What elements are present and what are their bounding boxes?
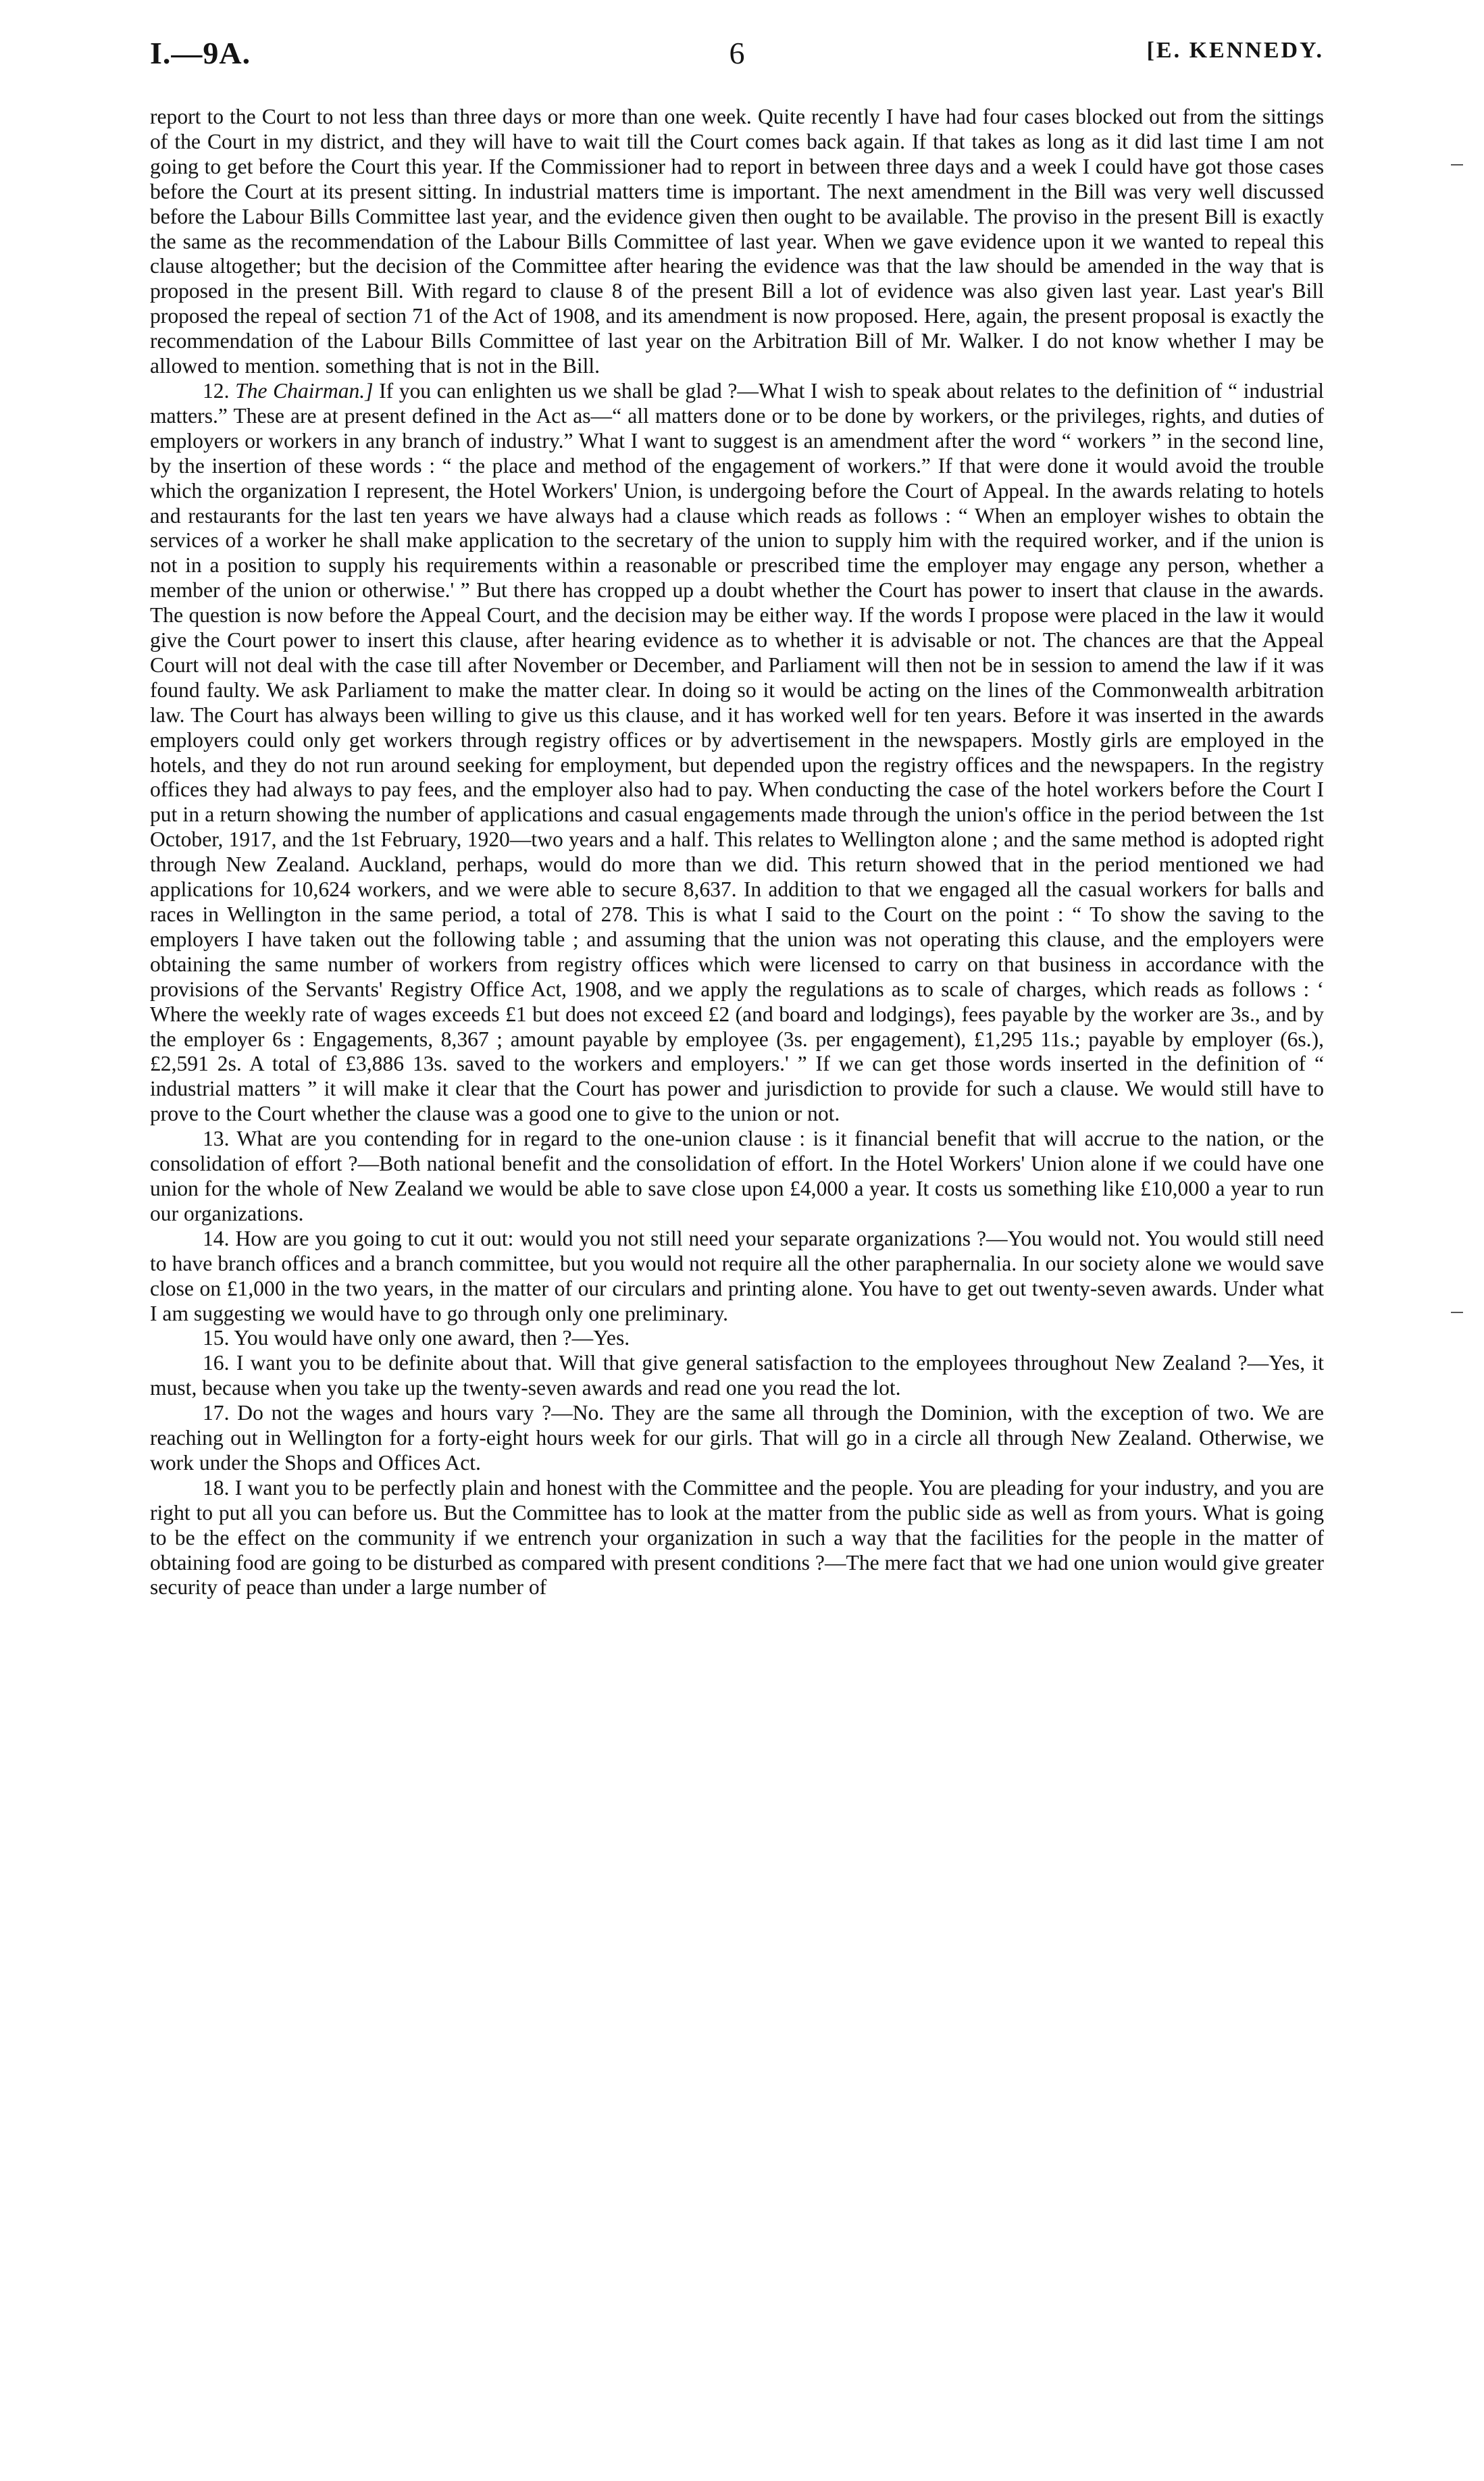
paragraph-continuation bbox=[150, 105, 1324, 379]
paragraph-q17 bbox=[150, 1401, 1324, 1476]
paragraph-text: What are you contending for in regard to the one-union clause : is it financial benefit that will accrue to the nation, or the consolidation of effort ?—Both national benefit and the consolidation of effort. In the Hotel Workers' Union alone if we could have one union for the whole of New Zealand we would be able to save close upon £4,000 a year. It costs us something like £10,000 a year to run our organizations. bbox=[150, 1127, 1324, 1225]
question-number: 17. bbox=[203, 1401, 230, 1425]
page-number: 6 bbox=[729, 36, 745, 70]
margin-mark bbox=[1451, 164, 1463, 165]
question-number: 12. bbox=[203, 378, 230, 403]
paragraph-q12 bbox=[150, 379, 1324, 1127]
question-number: 13. bbox=[203, 1127, 230, 1151]
question-number: 14. bbox=[203, 1226, 230, 1250]
paragraph-text: How are you going to cut it out: would you not still need your separate organizations ?—You would not. You would still need to have branch offices and a branch committee, but you would not require all the other paraphernalia. In our society alone we would save close on £1,000 in the two years, in the matter of our circulars and printing alone. You have to get out twenty-seven awards. Under what I am suggesting we would have to go through only one preliminary. bbox=[150, 1226, 1324, 1325]
paragraph-q18 bbox=[150, 1476, 1324, 1601]
speaker-label: The Chairman.] bbox=[235, 378, 374, 403]
page-header bbox=[150, 35, 1324, 76]
question-number: 15. bbox=[203, 1326, 230, 1350]
question-number: 16. bbox=[203, 1351, 230, 1375]
paragraph-text: Do not the wages and hours vary ?—No. They are the same all through the Dominion, with the exception of two. We are reaching out in Wellington for a forty-eight hours week for our girls. That will go in a circle all through New Zealand. Otherwise, we work under the Shops and Offices Act. bbox=[150, 1401, 1324, 1475]
margin-mark bbox=[1451, 1312, 1463, 1313]
paragraph-text: I want you to be perfectly plain and honest with the Committee and the people. You are pleading for your industry, and you are right to put all you can before us. But the Committee has to look at the matter from the public side as well as from yours. What is going to be the effect on the community if we entrench your organization in such a way that the facilities for the people in the matter of obtaining food are going to be disturbed as compared with present conditions ?—The mere fact that we had one union would give greater security of peace than under a large number of bbox=[150, 1475, 1324, 1600]
paragraph-text: I want you to be definite about that. Will that give general satisfaction to the employees throughout New Zealand ?—Yes, it must, because when you take up the twenty-seven awards and read one you read the lot. bbox=[150, 1351, 1324, 1400]
paragraph-q13 bbox=[150, 1127, 1324, 1227]
paragraph-text: report to the Court to not less than three days or more than one week. Quite recently I have had four cases blocked out from the sittings of the Court in my district, and they will have to wait till the Court comes back again. If that takes as long as it did last time I am not going to get before the Court this year. If the Commissioner had to report in between three days and a week I could have got those cases before the Court at its present sitting. In industrial matters time is important. The next amendment in the Bill was very well discussed before the Labour Bills Committee last year, and the evidence given then ought to be available. The proviso in the present Bill is exactly the same as the recommendation of the Labour Bills Committee of last year. When we gave evidence upon it we wanted to repeal this clause altogether; but the decision of the Committee after hearing the evidence was that the law should be amended in the way that is proposed in the present Bill. With regard to clause 8 of the present Bill a lot of evidence was also given last year. Last year's Bill proposed the repeal of section 71 of the Act of 1908, and its amendment is now proposed. Here, again, the present proposal is exactly the recommendation of the Labour Bills Committee of last year on the Arbitration Bill of Mr. Walker. I do not know whether I may be allowed to mention. something that is not in the Bill. bbox=[150, 105, 1324, 378]
document-reference: I.—9A. bbox=[150, 36, 251, 70]
paragraph-text: If you can enlighten us we shall be glad ?—What I wish to speak about relates to the definition of “ industrial matters.” These are at present defined in the Act as—“ all matters done or to be done by workers, or the privileges, rights, and duties of employers or workers in any branch of industry.” What I want to suggest is an amendment after the word “ workers ” in the second line, by the insertion of these words : “ the place and method of the engagement of workers.” If that were done it would avoid the trouble which the organization I represent, the Hotel Workers' Union, is undergoing before the Court of Appeal. In the awards relating to hotels and restaurants for the last ten years we have always had a clause which reads as follows : “ When an employer wishes to obtain the services of a worker he shall make application to the secretary of the union to supply him with the required worker, and if the union is not in a position to supply his requirements within a reasonable or prescribed time the employer may engage any person, whether a member of the union or otherwise.' ” But there has cropped up a doubt whether the Court has power to insert that clause in the awards. The question is now before the Appeal Court, and the decision may be either way. If the words I propose were placed in the law it would give the Court power to insert this clause, after hearing evidence as to whether it is advisable or not. The chances are that the Appeal Court will not deal with the case till after November or December, and Parliament will then not be in session to amend the law if it was found faulty. We ask Parliament to make the matter clear. In doing so it would be acting on the lines of the Commonwealth arbitration law. The Court has always been willing to give us this clause, and it has worked well for ten years. Before it was inserted in the awards employers could only get workers through registry offices or by advertisement in the newspapers. Mostly girls are employed in the hotels, and they do not run around seeking for employment, but depended upon the registry offices and the newspapers. In the registry offices they had always to pay fees, and the employer also had to pay. When conducting the case of the hotel workers before the Court I put in a return showing the number of applications and casual engagements made through the union's office in the period between the 1st October, 1917, and the 1st February, 1920—two years and a half. This relates to Wellington alone ; and the same method is adopted right through New Zealand. Auckland, perhaps, would do more than we did. This return showed that in the period mentioned we had applications for 10,624 workers, and we were able to secure 8,637. In addition to that we engaged all the casual workers for balls and races in Wellington in the same period, a total of 278. This is what I said to the Court on the point : “ To show the saving to the employers I have taken out the following table ; and assuming that the union was not operating this clause, and the employers were obtaining the same number of workers from registry offices which were licensed to carry on that business in accordance with the provisions of the Servants' Registry Office Act, 1908, and we apply the regulations as to scale of charges, which reads as follows : ‘ Where the weekly rate of wages exceeds £1 but does not exceed £2 (and board and lodgings), fees payable by the worker are 3s., and by the employer 6s : Engagements, 8,367 ; amount payable by employee (3s. per engagement), £1,295 11s.; payable by employer (6s.), £2,591 2s. A total of £3,886 13s. saved to the workers and employers.' ” If we can get those words inserted in the definition of “ industrial matters ” it will make it clear that the Court has power and jurisdiction to provide for such a clause. We would still have to prove to the Court whether the clause was a good one to give to the union or not. bbox=[150, 378, 1324, 1126]
paragraph-q14 bbox=[150, 1227, 1324, 1327]
paragraph-q16 bbox=[150, 1351, 1324, 1401]
witness-name: [E. KENNEDY. bbox=[1146, 38, 1324, 63]
document-body bbox=[150, 105, 1324, 1600]
paragraph-q15 bbox=[150, 1326, 1324, 1351]
paragraph-text: You would have only one award, then ?—Yes. bbox=[234, 1326, 630, 1350]
question-number: 18. bbox=[203, 1475, 230, 1500]
